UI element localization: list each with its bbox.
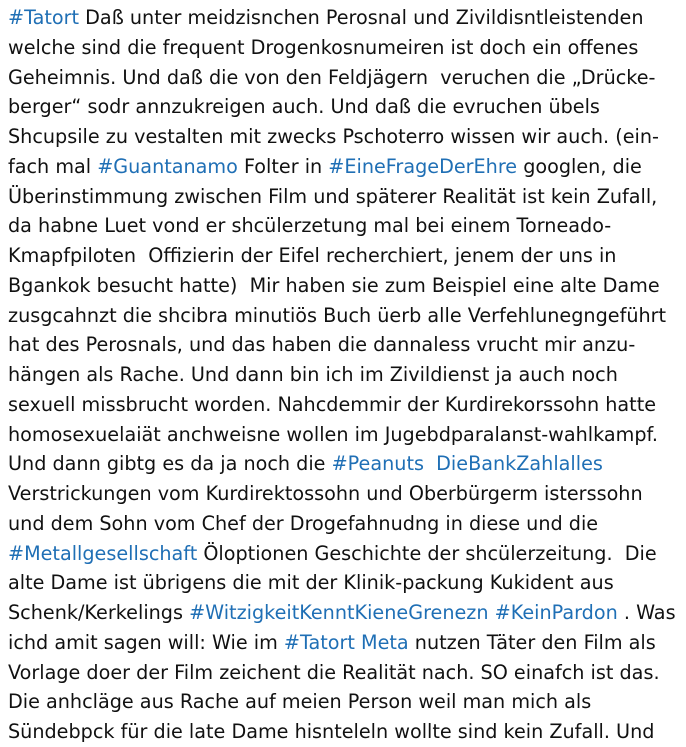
text-span: fach mal <box>8 154 98 178</box>
text-line: berger“ sodr annzukreigen auch. Und daß die evruchen übels <box>8 95 600 119</box>
text-line: und dem Sohn vom Chef der Drogefahnudng in diese und die <box>8 511 599 535</box>
hashtag-link[interactable]: #Guantanamo <box>97 154 238 178</box>
text-span: Folter in <box>237 154 329 178</box>
hashtag-link[interactable]: #Metallgesellschaft <box>8 541 198 565</box>
text-line: Die anhcläge aus Rache auf meien Person weil man mich als <box>8 690 592 714</box>
hashtag-link[interactable]: #Tatort <box>8 6 80 29</box>
text-line: zusgcahnzt die shcibra minutiös Buch üerb alle Verfehlunegngeführt <box>8 303 667 327</box>
text-line: alte Dame ist übrigens die mit der Klinik-packung Kukident aus <box>8 571 614 595</box>
text-span: googlen, die <box>517 154 642 178</box>
text-line: sexuell missbrucht worden. Nahcdemmir der Kurdirekorssohn hatte <box>8 392 657 416</box>
text-line: Kmapfpiloten Offizierin der Eifel recherchiert, jenem der uns in <box>8 244 617 267</box>
hashtag-link[interactable]: #Peanuts DieBankZahlalles <box>331 452 603 476</box>
text-line <box>8 539 680 569</box>
hashtag-link[interactable]: #EineFrageDerEhre <box>328 154 518 178</box>
text-line: hängen als Rache. Und dann bin ich im Zivildienst ja auch noch <box>8 363 618 386</box>
text-span: Daß unter meidzisnchen Perosnal und Zivildisntleistenden <box>79 6 644 29</box>
text-line: Überinstimmung zwischen Film und späterer Realität ist kein Zufall, <box>8 184 658 208</box>
text-span: Öloptionen Geschichte der shcülerzeitung. Die <box>197 541 657 565</box>
text-line <box>8 598 680 628</box>
text-line: Bgankok besucht hatte) Mir haben sie zum Beispiel eine alte Dame <box>8 273 660 297</box>
text-line: Vorlage doer der Film zeichent die Realität nach. SO einafch ist das. <box>8 660 660 684</box>
text-line: welche sind die frequent Drogenkosnumeiren ist doch ein offenes <box>8 35 639 59</box>
text-line: Shcupsile zu vestalten mit zwecks Pschoterro wissen wir auch. (ein- <box>8 125 659 148</box>
text-line: Sündebpck für die late Dame hisnteleln wollte sind kein Zufall. Und <box>8 720 655 743</box>
hashtag-link[interactable]: #Tatort Meta <box>283 630 409 654</box>
text-line: da habne Luet vond er shcülerzetung mal bei einem Torneado- <box>8 214 612 238</box>
text-line: homosexuelaiät anchweisne wollen im Jugebdparalanst-wahlkampf. <box>8 422 658 446</box>
text-line <box>8 628 680 658</box>
text-line: hat des Perosnals, und das haben die dannaless vrucht mir anzu- <box>8 333 636 357</box>
text-span: ichd amit sagen will: Wie im <box>8 630 284 654</box>
text-line <box>8 3 680 33</box>
hashtag-link[interactable]: #WitzigkeitKenntKieneGrenezn <box>189 601 489 624</box>
text-line <box>8 449 680 479</box>
text-span: nutzen Täter den Film als <box>408 630 656 654</box>
text-line: Verstrickungen vom Kurdirektossohn und Oberbürgerm isterssohn <box>8 482 643 505</box>
text-span: Schenk/Kerkelings <box>8 601 190 624</box>
text-span: Und dann gibtg es da ja noch die <box>8 452 332 476</box>
text-span: . Was <box>617 601 676 624</box>
text-line <box>8 152 680 182</box>
hashtag-link[interactable]: #KeinPardon <box>494 601 618 624</box>
text-line: Geheimnis. Und daß die von den Feldjägern veruchen die „Drücke- <box>8 65 656 89</box>
